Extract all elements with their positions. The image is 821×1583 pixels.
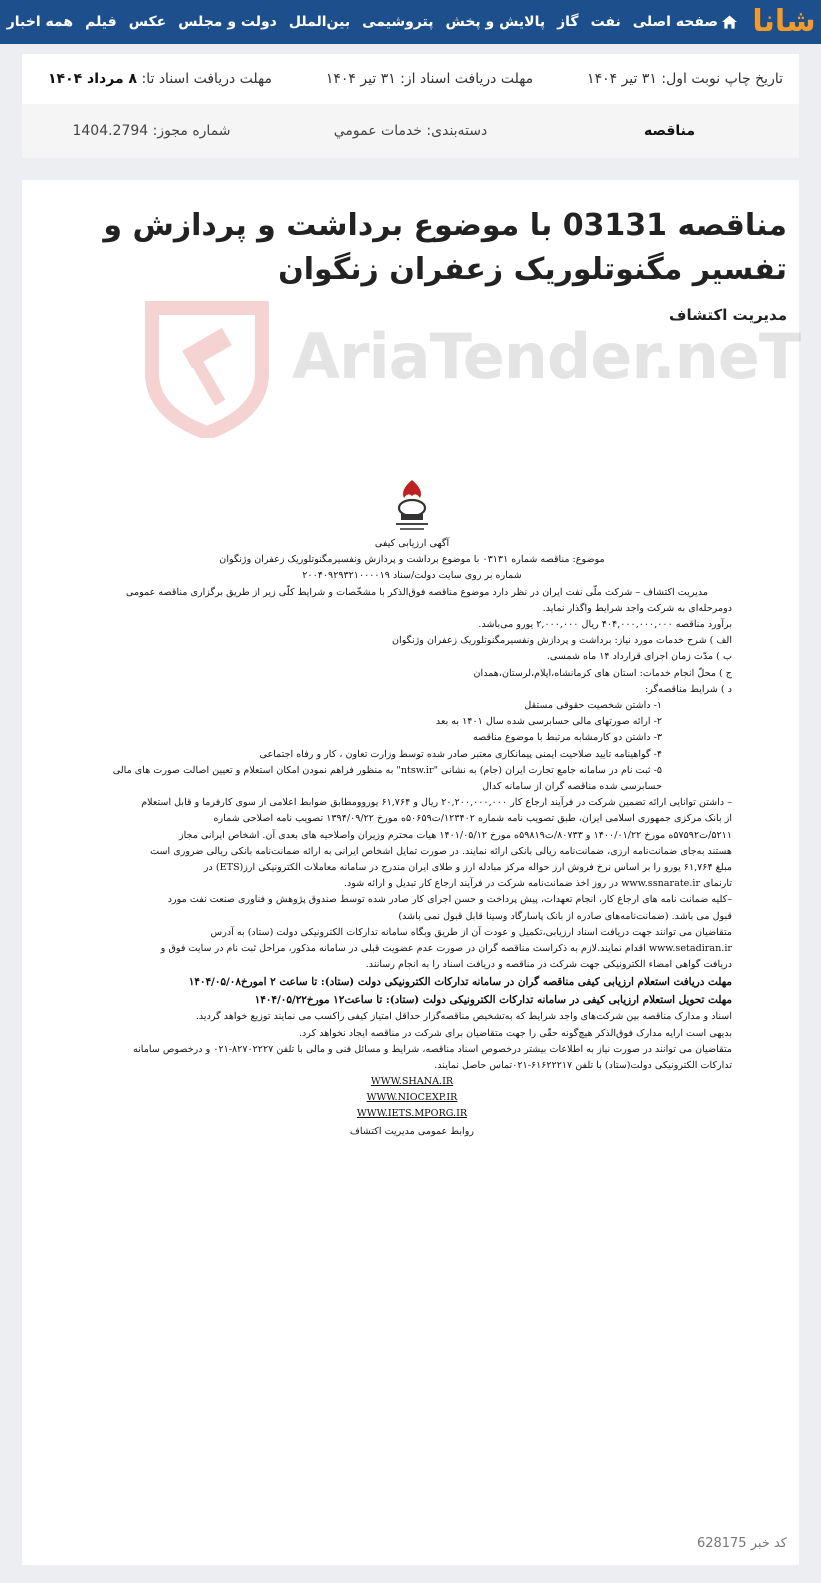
nav-oil[interactable]: نفت bbox=[590, 14, 621, 30]
print-date: تاریخ چاپ نوبت اول: ۳۱ تیر ۱۴۰۴ bbox=[587, 71, 783, 87]
tender-license: شماره مجوز: 1404.2794 bbox=[72, 123, 231, 139]
notice-line: ۵۲۱۱/ت۵۷۵۹۲ه مورخ ۱۴۰۰/۰۱/۲۲ و ۸۰۷۳۳/ت۵۹۸۱۹ه مورخ ۱۴۰۱/۰۵/۱۲ هیات محترم وزیران واصلاحیه های بعدی آن. اشخاص ایرانی مجاز bbox=[179, 829, 732, 841]
page-title: مناقصه 03131 با موضوع برداشت و پردازش و تفسیر مگنوتلوریک زعفران زنگوان bbox=[103, 208, 787, 287]
nav-photo[interactable]: عکس bbox=[128, 14, 167, 30]
notice-link[interactable]: WWW.SHANA.IR bbox=[370, 1076, 454, 1088]
nav-all-news[interactable]: همه اخبار bbox=[6, 14, 74, 30]
nav-government[interactable]: دولت و مجلس bbox=[178, 14, 277, 30]
tender-notice-image bbox=[92, 476, 732, 1141]
notice-line: شماره بر روی سایت دولت/سناد ۲۰۰۴۰۹۲۹۳۲۱۰۰۰۰۱۹ bbox=[302, 570, 522, 582]
notice-line: متقاضیان می توانند در صورت نیاز به اطلاعات بیشتر درخصوص اسناد مناقصه، شرایط و مسائل فنی و مالی با تلفن ۸۲۷۰۲۲۲۷-۰۲۱ و درخصوص سامانه bbox=[132, 1043, 732, 1055]
notice-line: ۳- داشتن دو کارمشابه مرتبط با موضوع مناقصه bbox=[472, 732, 662, 744]
nav-home-label: صفحه اصلی bbox=[632, 14, 718, 30]
watermark bbox=[142, 298, 801, 438]
notice-line: برآورد مناقصه ۴۰۴,۰۰۰,۰۰۰,۰۰۰ ریال ۲,۰۰۰,۰۰۰ یورو می‌باشد. bbox=[478, 619, 732, 631]
notice-line: ۵- ثبت نام در سامانه جامع تجارت ایران (جام) به نشانی "ntsw.ir" به منظور فراهم نمودن امکان استعلام و تعیین اصالت صورت های مالی bbox=[112, 764, 662, 776]
notice-line: تدارکات الکترونیکی دولت(ستاد) با تلفن ۶۱۶۲۲۲۱۷-۰۲۱تماس حاصل نمایند. bbox=[434, 1060, 732, 1072]
tender-category: دسته‌بندی: خدمات عمومي bbox=[333, 123, 488, 139]
notice-link[interactable]: WWW.NIOCEXP.IR bbox=[366, 1092, 458, 1104]
notice-line: ج ) محلّ انجام خدمات: استان های کرمانشاه،ایلام،لرستان،همدان bbox=[473, 667, 732, 679]
notice-line: مهلت دریافت استعلام ارزیابی کیفی مناقصه گران در سامانه تدارکات الکترونیکی دولت (ستاد): تا ساعت ۲ امورخ۱۴۰۴/۰۵/۰۸ bbox=[188, 976, 732, 989]
notice-line: قبول می باشد. (ضمانت‌نامه‌های صادره از بانک پاسارگاد وسینا قابل قبول نمی باشد) bbox=[398, 910, 732, 922]
nav-home[interactable] bbox=[627, 14, 743, 30]
notice-link[interactable]: WWW.IETS.MPORG.IR bbox=[356, 1108, 468, 1120]
tender-info-card bbox=[22, 54, 799, 158]
notice-line: دومرحله‌ای به شرکت واجد شرایط واگذار نماید. bbox=[542, 602, 732, 614]
notice-line: حسابرسی شده مناقصه گران از سامانه کدال bbox=[482, 781, 662, 793]
notice-line: از بانک مرکزی جمهوری اسلامی ایران، طبق تصویب نامه شماره ۱۲۳۴۰۲/ت۵۰۶۵۹ه مورخ ۱۳۹۴/۰۹/۲۲ تصویب نامه اصلاحی شماره bbox=[213, 813, 732, 825]
notice-line: ۲- ارائه صورتهای مالی حسابرسی شده سال ۱۴۰۱ به بعد bbox=[435, 716, 662, 728]
nav-international[interactable]: بین‌الملل bbox=[288, 14, 351, 30]
watermark-icon bbox=[142, 298, 272, 438]
doc-to-value: ۸ مرداد ۱۴۰۴ bbox=[48, 71, 138, 87]
notice-line: www.setadiran.ir اقدام نمایند.لازم به ذکراست مناقصه گران در صورت عدم عضویت قبلی در سامانه مذکور، مراحل ثبت نام در سایت فوق و bbox=[160, 943, 732, 955]
notice-line: – داشتن توانایی ارائه تضمین شرکت در فرآیند ارجاع کار ۲۰,۲۰۰,۰۰۰,۰۰۰ ریال و ۶۱,۷۶۴ یوروومطابق ضوابط اعلامی از سوی کارفرما و قابل استعلام bbox=[141, 797, 732, 809]
notice-line: ۴- گواهینامه تایید صلاحیت ایمنی پیمانکاری معتبر صادر شده توسط وزارت تعاون ، کار و رفاه اجتماعی bbox=[259, 748, 662, 760]
notice-line: متقاضیان می توانند جهت دریافت اسناد ارزیابی،تکمیل و عودت آن از طریق وبگاه سامانه تدارکات الکترونیکی دولت (ستاد) به آدرس bbox=[210, 926, 732, 938]
notice-line: آگهی ارزیابی کیفی bbox=[374, 538, 450, 549]
logo-text: شانا bbox=[752, 4, 816, 39]
notice-line: بدیهی است ارایه مدارک فوق‌الذکر هیچ‌گونه حقّی را جهت متقاضیان برای شرکت در مناقصه ایجاد نخواهد کرد. bbox=[298, 1027, 732, 1039]
top-navbar bbox=[0, 0, 821, 44]
notice-line: تارنمای www.ssnarate.ir در روز اخذ ضمانت‌نامه شرکت در فرآیند ارجاع کار تبدیل و ارائه شود. bbox=[343, 878, 732, 890]
notice-line: ب ) مدّت زمان اجرای قرارداد ۱۴ ماه شمسی. bbox=[546, 651, 732, 663]
notice-line: مبلغ ۶۱,۷۶۴ یورو را بر اساس نرخ فروش ارز حواله مرکز مبادله ارز و طلای ایران مندرج در سامانه معاملات الکترونیکی ارز(ETS) در bbox=[203, 862, 732, 874]
tender-dates-row bbox=[22, 54, 799, 104]
tender-content-card bbox=[22, 180, 799, 1565]
nav-refining[interactable]: پالایش و پخش bbox=[445, 14, 546, 30]
organization-name: مدیریت اکتشاف bbox=[669, 306, 787, 324]
doc-from-date: مهلت دریافت اسناد از: ۳۱ تیر ۱۴۰۴ bbox=[325, 71, 534, 87]
notice-links bbox=[92, 1074, 732, 1122]
tender-meta-row bbox=[22, 104, 799, 158]
notice-line: مدیریت اکتشاف – شرکت ملّی نفت ایران در نظر دارد موضوع مناقصه فوق‌الذکر با مشخّصات و شرایط کلّی زیر از طریق برگزاری مناقصه عمومی bbox=[125, 586, 708, 598]
notice-line: موضوع: مناقصه شماره ۰۳۱۳۱ با موضوع برداشت و پردازش ونفسیرمگنوتلوریک زعفران وژنگوان bbox=[219, 554, 605, 566]
shana-logo[interactable] bbox=[753, 0, 815, 44]
notice-line: د ) شرایط مناقصه‌گر: bbox=[644, 683, 732, 695]
notice-line: دریافت گواهی امضاء الکترونیکی جهت شرکت در مناقصه و دریافت اسناد را به انجام رسانند. bbox=[365, 959, 732, 971]
watermark-text: AriaTender.neT bbox=[292, 320, 801, 393]
news-code: کد خبر 628175 bbox=[696, 1536, 787, 1551]
notice-line: الف ) شرح خدمات مورد نیاز: برداشت و پردازش ونفسیرمگنوتلوریک زعفران وژنگوان bbox=[392, 635, 732, 647]
nav-video[interactable]: فیلم bbox=[85, 14, 117, 30]
nioc-logo-icon bbox=[382, 476, 442, 536]
doc-to-date bbox=[48, 71, 272, 87]
doc-to-label: مهلت دریافت اسناد تا: bbox=[141, 71, 272, 87]
nav-petrochemical[interactable]: پتروشیمی bbox=[362, 14, 434, 30]
notice-body bbox=[92, 536, 732, 1074]
notice-line: مهلت تحویل استعلام ارزیابی کیفی در سامانه تدارکات الکترونیکی دولت (ستاد): تا ساعت۱۲ مورخ۱۴۰۴/۰۵/۲۲ bbox=[254, 994, 732, 1007]
notice-line: اسناد و مدارک مناقصه بین شرکت‌های واجد شرایط که به‌تشخیص مناقصه‌گزار حداقل امتیاز کیفی راکسب می نمایند توزیع خواهد گردید. bbox=[195, 1011, 732, 1023]
notice-line: هستند به‌جای ضمانت‌نامه ارزی، ضمانت‌نامه ریالی بانکی ارائه نمایند. در صورت تمایل اشخاص ایرانی به ارائه ضمانت‌نامه بانکی ریالی ضروری است bbox=[150, 845, 732, 857]
notice-line: –کلیه ضمانت نامه های ارجاع کار، انجام تعهدات، پیش پرداخت و حسن اجرای کار صادر شده توسط صندوق پژوهش و فناوری صنعت نفت مورد bbox=[167, 894, 732, 906]
home-icon bbox=[722, 15, 737, 29]
notice-signature: روابط عمومی مدیریت اکتشاف bbox=[349, 1126, 474, 1138]
tender-type: مناقصه bbox=[643, 123, 696, 139]
notice-line: ۱- داشتن شخصیت حقوقی مستقل bbox=[524, 700, 662, 712]
nav-gas[interactable]: گاز bbox=[557, 14, 579, 30]
